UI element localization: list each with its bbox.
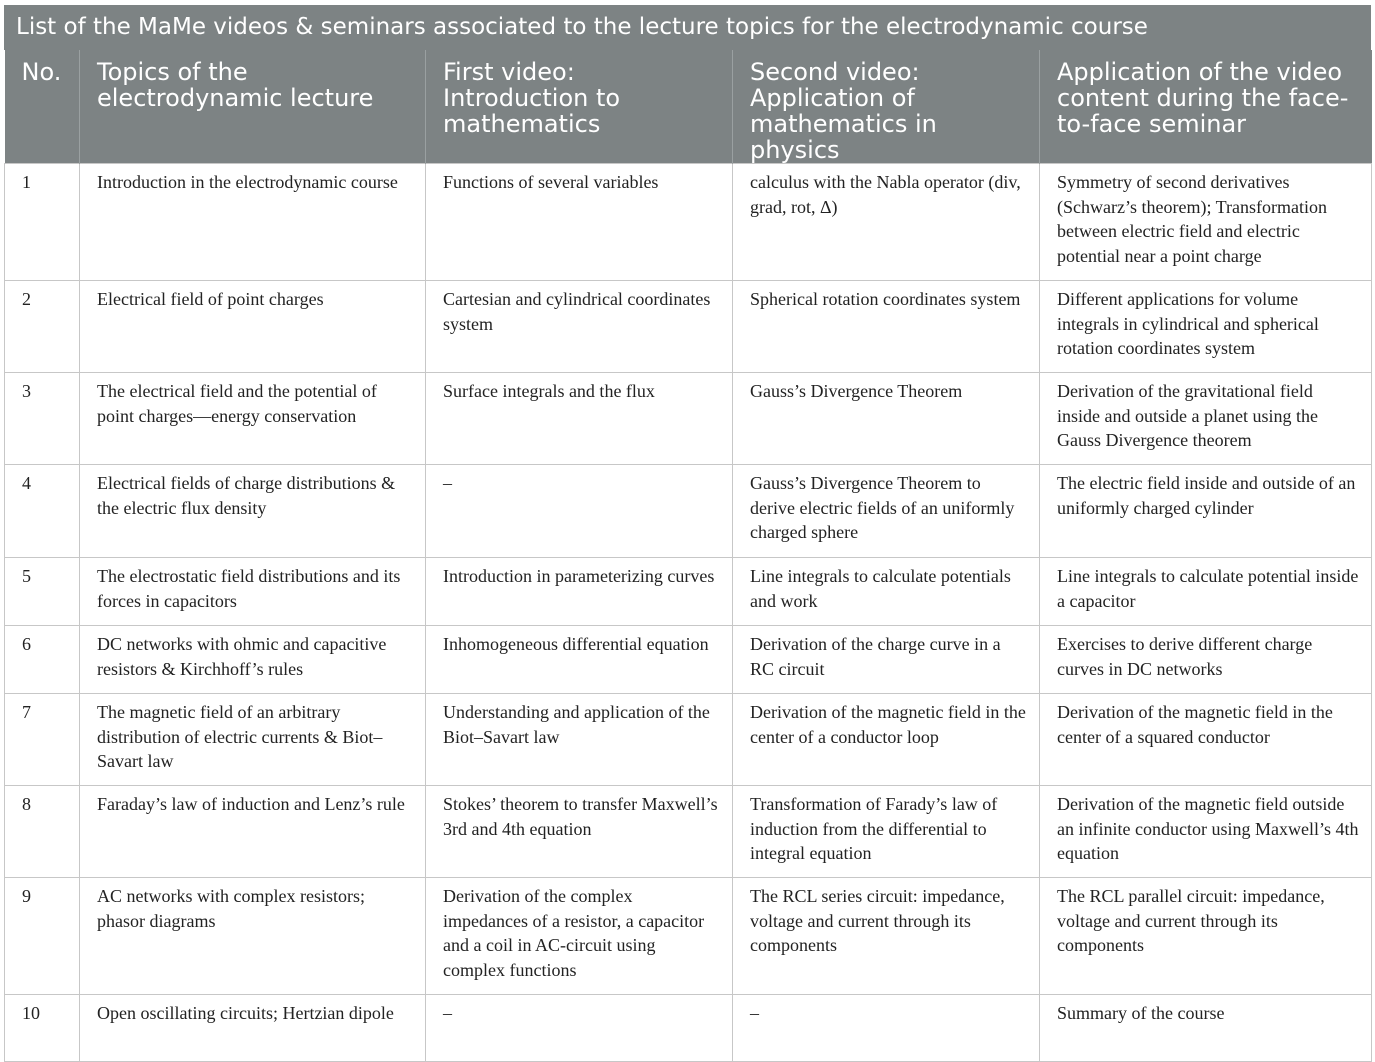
cell-topic: The magnetic field of an arbitrary distribution of electric currents & Biot–Savart law xyxy=(80,694,426,786)
cell-topic: Introduction in the electrodynamic course xyxy=(80,164,426,281)
cell-first-video: Inhomogeneous differential equation xyxy=(426,626,733,694)
table-row xyxy=(5,626,1372,694)
cell-second-video: Line integrals to calculate potentials and work xyxy=(733,558,1040,626)
cell-first-video: Stokes’ theorem to transfer Maxwell’s 3rd and 4th equation xyxy=(426,786,733,878)
cell-topic: AC networks with complex resistors; phasor diagrams xyxy=(80,878,426,995)
cell-no: 3 xyxy=(5,373,80,465)
cell-first-video: Derivation of the complex impedances of a resistor, a capacitor and a coil in AC-circuit using complex functions xyxy=(426,878,733,995)
cell-first-video: Functions of several variables xyxy=(426,164,733,281)
cell-no: 2 xyxy=(5,281,80,373)
table-row xyxy=(5,878,1372,995)
cell-topic: The electrical field and the potential of point charges—energy conservation xyxy=(80,373,426,465)
cell-second-video: Spherical rotation coordinates system xyxy=(733,281,1040,373)
table-row xyxy=(5,694,1372,786)
column-header-first-video: First video: Introduction to mathematics xyxy=(426,50,733,164)
cell-topic: Electrical fields of charge distributions & the electric flux density xyxy=(80,465,426,558)
cell-application: The RCL parallel circuit: impedance, voltage and current through its components xyxy=(1040,878,1372,995)
cell-second-video: Gauss’s Divergence Theorem xyxy=(733,373,1040,465)
table-row xyxy=(5,995,1372,1062)
header-row xyxy=(5,50,1372,164)
cell-second-video: Transformation of Farady’s law of induction from the differential to integral equation xyxy=(733,786,1040,878)
cell-application: Line integrals to calculate potential inside a capacitor xyxy=(1040,558,1372,626)
table-caption: List of the MaMe videos & seminars associated to the lecture topics for the electrodynamic course xyxy=(4,5,1371,50)
cell-first-video: Understanding and application of the Biot–Savart law xyxy=(426,694,733,786)
cell-second-video: calculus with the Nabla operator (div, grad, rot, Δ) xyxy=(733,164,1040,281)
cell-first-video: Introduction in parameterizing curves xyxy=(426,558,733,626)
cell-second-video: – xyxy=(733,995,1040,1062)
cell-first-video: – xyxy=(426,465,733,558)
column-header-no: No. xyxy=(5,50,80,164)
cell-second-video: Derivation of the magnetic field in the center of a conductor loop xyxy=(733,694,1040,786)
data-table xyxy=(4,50,1372,1062)
cell-second-video: Gauss’s Divergence Theorem to derive electric fields of an uniformly charged sphere xyxy=(733,465,1040,558)
cell-no: 6 xyxy=(5,626,80,694)
cell-application: Derivation of the magnetic field in the center of a squared conductor xyxy=(1040,694,1372,786)
table-row xyxy=(5,281,1372,373)
cell-application: Symmetry of second derivatives (Schwarz’s theorem); Transformation between electric field and electric potential near a point charge xyxy=(1040,164,1372,281)
cell-second-video: The RCL series circuit: impedance, voltage and current through its components xyxy=(733,878,1040,995)
cell-topic: Faraday’s law of induction and Lenz’s rule xyxy=(80,786,426,878)
cell-no: 8 xyxy=(5,786,80,878)
cell-no: 10 xyxy=(5,995,80,1062)
cell-first-video: – xyxy=(426,995,733,1062)
column-header-application: Application of the video content during the face-to-face seminar xyxy=(1040,50,1372,164)
cell-no: 7 xyxy=(5,694,80,786)
cell-no: 1 xyxy=(5,164,80,281)
cell-no: 5 xyxy=(5,558,80,626)
cell-topic: DC networks with ohmic and capacitive resistors & Kirchhoff’s rules xyxy=(80,626,426,694)
cell-no: 4 xyxy=(5,465,80,558)
data-table-container xyxy=(4,5,1371,1062)
cell-first-video: Cartesian and cylindrical coordinates system xyxy=(426,281,733,373)
cell-topic: Electrical field of point charges xyxy=(80,281,426,373)
table-row xyxy=(5,164,1372,281)
column-header-second-video: Second video: Application of mathematics in physics xyxy=(733,50,1040,164)
column-header-topic: Topics of the electrodynamic lecture xyxy=(80,50,426,164)
cell-first-video: Surface integrals and the flux xyxy=(426,373,733,465)
cell-application: Different applications for volume integrals in cylindrical and spherical rotation coordinates system xyxy=(1040,281,1372,373)
cell-application: Summary of the course xyxy=(1040,995,1372,1062)
cell-second-video: Derivation of the charge curve in a RC circuit xyxy=(733,626,1040,694)
cell-topic: The electrostatic field distributions and its forces in capacitors xyxy=(80,558,426,626)
table-row xyxy=(5,465,1372,558)
cell-application: Derivation of the gravitational field inside and outside a planet using the Gauss Divergence theorem xyxy=(1040,373,1372,465)
table-row xyxy=(5,786,1372,878)
cell-no: 9 xyxy=(5,878,80,995)
cell-application: Exercises to derive different charge curves in DC networks xyxy=(1040,626,1372,694)
table-row xyxy=(5,558,1372,626)
table-row xyxy=(5,373,1372,465)
cell-application: The electric field inside and outside of an uniformly charged cylinder xyxy=(1040,465,1372,558)
cell-topic: Open oscillating circuits; Hertzian dipole xyxy=(80,995,426,1062)
cell-application: Derivation of the magnetic field outside an infinite conductor using Maxwell’s 4th equation xyxy=(1040,786,1372,878)
